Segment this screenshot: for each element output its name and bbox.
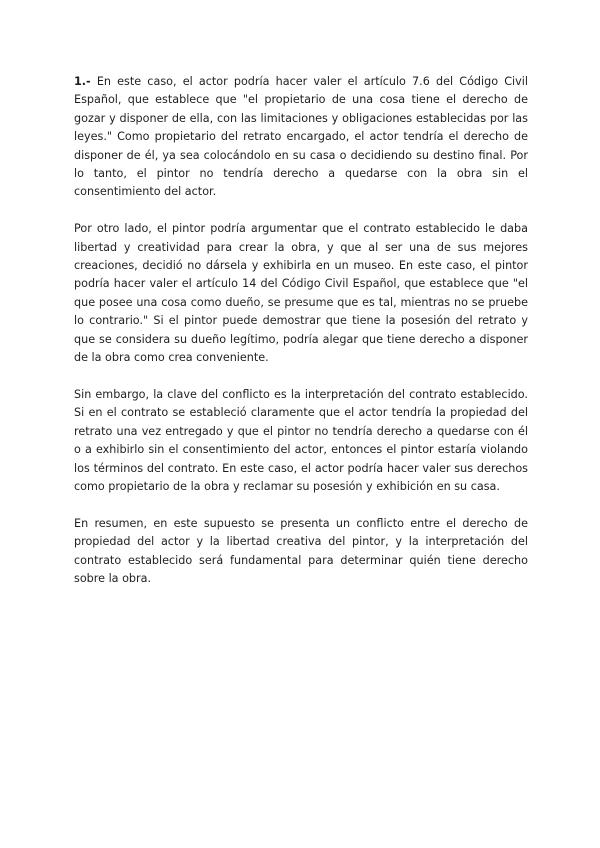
- paragraph-1: [74, 73, 528, 202]
- paragraph-3: Sin embargo, la clave del conflicto es la interpretación del contrato establecido. Si en el contrato se estableció claramente que el actor tendría la propiedad del retrato una vez entregado y que el pintor no tendría derecho a quedarse con él o a exhibirlo sin el consentimiento del actor, entonces el pintor estaría violando los términos del contrato. En este caso, el actor podría hacer valer sus derechos como propietario de la obra y reclamar su posesión y exhibición en su casa.: [74, 387, 528, 493]
- paragraph-4: En resumen, en este supuesto se presenta un conflicto entre el derecho de propiedad del actor y la libertad creativa del pintor, y la interpretación del contrato establecido será fundamental para determinar quién tiene derecho sobre la obra.: [74, 516, 528, 585]
- document-body: [74, 73, 528, 607]
- paragraph-2: Por otro lado, el pintor podría argumentar que el contrato establecido le daba libertad y creatividad para crear la obra, y que al ser una de sus mejores creaciones, decidió no dársela y exhibirla en un museo. En este caso, el pintor podría hacer valer el artículo 14 del Código Civil Español, que establece que "el que posee una cosa como dueño, se presume que es tal, mientras no se pruebe lo contrario." Si el pintor puede demostrar que tiene la posesión del retrato y que se considera su dueño legítimo, podría alegar que tiene derecho a disponer de la obra como crea conveniente.: [74, 222, 528, 365]
- paragraph-1-text: En este caso, el actor podría hacer valer el artículo 7.6 del Código Civil Español, que establece que "el propietario de una cosa tiene el derecho de gozar y disponer de ella, con las limitaciones y obligaciones establecidas por las leyes." Como propietario del retrato encargado, el actor tendría el derecho de disponer de él, ya sea colocándolo en su casa o decidiendo su destino final. Por lo tanto, el pintor no tendría derecho a quedarse con la obra sin el consentimiento del actor.: [74, 75, 528, 199]
- question-number: 1.-: [74, 75, 91, 88]
